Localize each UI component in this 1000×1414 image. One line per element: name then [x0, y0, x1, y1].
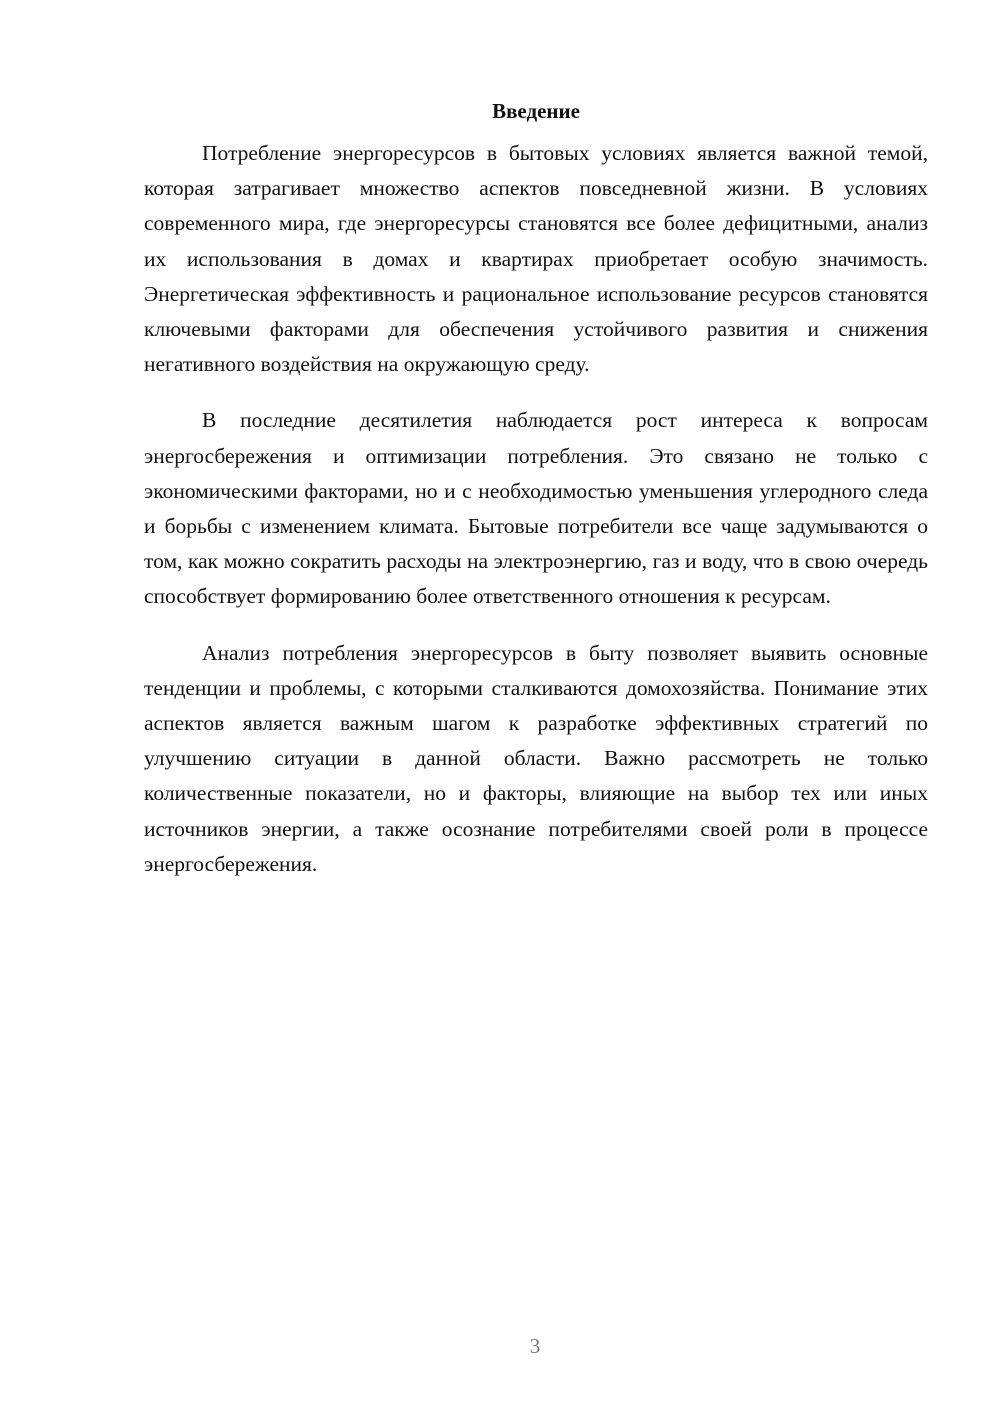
page-content — [144, 96, 928, 903]
page-number: 3 — [529, 1334, 541, 1358]
paragraph-3: Анализ потребления энергоресурсов в быту позволяет выявить основные тенденции и проблемы, с которыми сталкиваются домохозяйства. Понимание этих аспектов является важным шагом к разработке эффективных стратегий по улучшению ситуации в данной области. Важно рассмотреть не только количественные показатели, но и факторы, влияющие на выбор тех или иных источников энергии, а также осознание потребителями своей роли в процессе энергосбережения. — [144, 640, 928, 876]
paragraph-2: В последние десятилетия наблюдается рост интереса к вопросам энергосбережения и оптимизации потребления. Это связано не только с экономическими факторами, но и с необходимостью уменьшения углеродного следа и борьбы с изменением климата. Бытовые потребители все чаще задумываются о том, как можно сократить расходы на электроэнергию, газ и воду, что в свою очередь способствует формированию более ответственного отношения к ресурсам. — [144, 408, 928, 609]
section-heading: Введение — [492, 99, 580, 123]
paragraph-1: Потребление энергоресурсов в бытовых условиях является важной темой, которая затрагивает множество аспектов повседневной жизни. В условиях современного мира, где энергоресурсы становятся все более дефицитными, анализ их использования в домах и квартирах приобретает особую значимость. Энергетическая эффективность и рациональное использование ресурсов становятся ключевыми факторами для обеспечения устойчивого развития и снижения негативного воздействия на окружающую среду. — [144, 141, 928, 377]
